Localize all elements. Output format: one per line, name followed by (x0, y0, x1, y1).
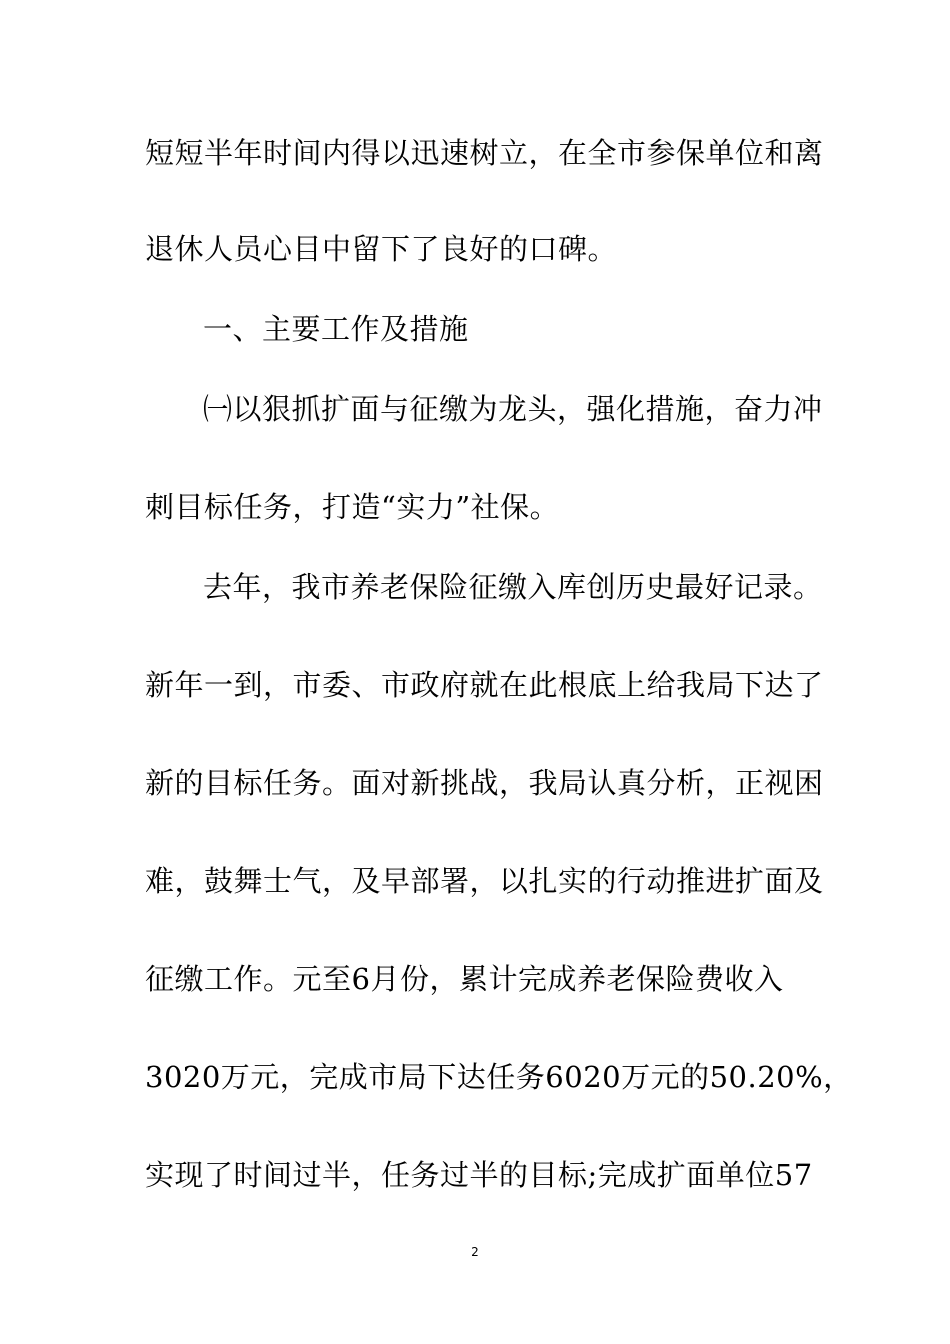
page-number: 2 (471, 1245, 479, 1259)
section-heading: 一、主要工作及措施 (203, 312, 469, 346)
text-line: 征缴工作。元至6月份，累计完成养老保险费收入 (145, 962, 784, 996)
subsection-heading: ㈠以狠抓扩面与征缴为龙头，强化措施，奋力冲 (203, 392, 823, 426)
text-line: 实现了时间过半，任务过半的目标;完成扩面单位57 (145, 1158, 813, 1192)
text-line: 难，鼓舞士气，及早部署，以扎实的行动推进扩面及 (145, 864, 824, 898)
text-line: 短短半年时间内得以迅速树立，在全市参保单位和离 (145, 136, 824, 170)
text-line: 新的目标任务。面对新挑战，我局认真分析，正视困 (145, 766, 824, 800)
text-line: 退休人员心目中留下了良好的口碑。 (145, 232, 618, 266)
text-line: 3020万元，完成市局下达任务6020万元的50.20%， (145, 1060, 853, 1094)
paragraph-start: 去年，我市养老保险征缴入库创历史最好记录。 (203, 570, 823, 604)
text-line: 刺目标任务，打造“实力”社保。 (145, 490, 560, 524)
text-line: 新年一到，市委、市政府就在此根底上给我局下达了 (145, 668, 824, 702)
